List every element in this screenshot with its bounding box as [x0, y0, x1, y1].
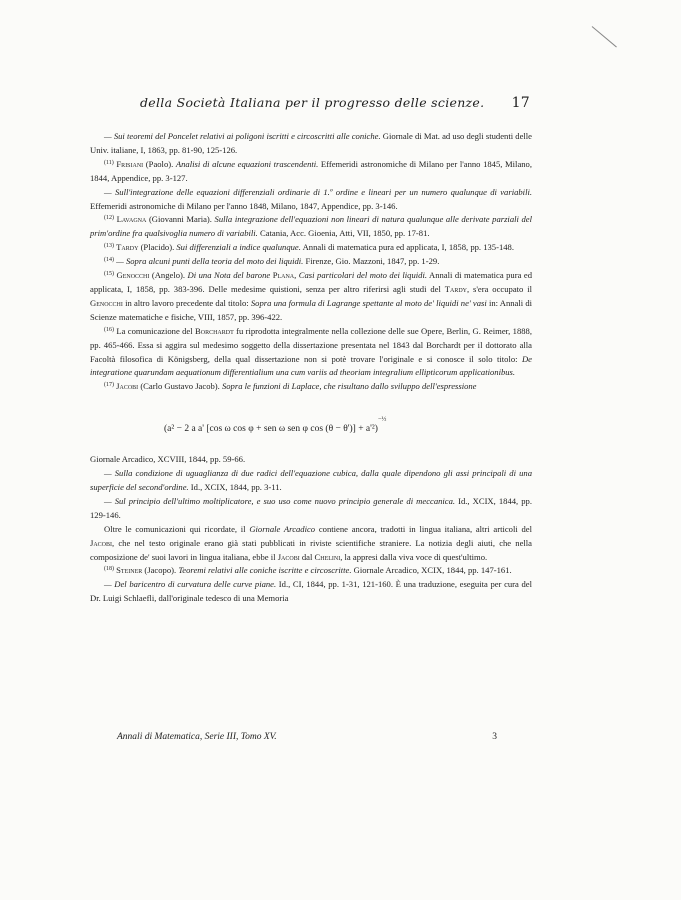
- citation-text: Oltre le comunicazioni qui ricordate, il: [104, 523, 250, 534]
- cited-name: Borchardt: [195, 325, 234, 336]
- footnote-number: (17): [104, 382, 114, 389]
- footnote-paragraph: [90, 523, 532, 565]
- work-title: , Casi particolari del moto dei liquidi.: [294, 270, 427, 281]
- citation-text: Giornale Arcadico, XCIX, 1844, pp. 147-161.: [351, 565, 512, 576]
- work-title: — Del baricentro di curvatura delle curve piane.: [104, 579, 277, 590]
- cited-name: Plana: [272, 270, 295, 281]
- footnote-paragraph: [90, 269, 532, 325]
- work-title: Sopra le funzioni di Laplace, che risultano dallo sviluppo dell'espressione: [221, 381, 477, 392]
- footnote-paragraph: [90, 380, 532, 394]
- work-title: Teoremi relativi alle coniche iscritte e circoscritte.: [178, 565, 352, 576]
- author-given-name: (Jacopo).: [142, 565, 179, 576]
- author-name: Genocchi: [116, 270, 150, 281]
- citation-text: Id., CI, 1844, pp. 1-31, 121-160. È una traduzione, eseguita per cura del Dr. Luigi Schlaefli, dall'originale tedesco di una Memoria: [90, 579, 532, 604]
- footnote-paragraph: [90, 241, 532, 255]
- journal-signature: Annali di Matematica, Serie III, Tomo XV.: [117, 732, 277, 742]
- author-name: Steiner: [116, 565, 143, 576]
- author-name: Frisiani: [116, 158, 144, 169]
- page-number: 17: [511, 95, 530, 111]
- citation-text: La comunicazione del: [114, 325, 195, 336]
- footnote-paragraph: [90, 255, 532, 269]
- work-title: Sui differenziali a indice qualunque.: [176, 242, 301, 253]
- work-title: — Sui teoremi del Poncelet relativi ai poligoni iscritti e circoscritti alle coniche.: [104, 131, 381, 141]
- citation-text: Firenze, Gio. Mazzoni, 1847, pp. 1-29.: [303, 256, 440, 267]
- scan-mark: [592, 26, 617, 47]
- cited-name: Genocchi: [90, 297, 123, 308]
- author-given-name: (Angelo).: [149, 270, 188, 281]
- sheet-number: 3: [492, 732, 497, 742]
- formula-body: (a² − 2 a a' [cos ω cos φ + sen ω sen φ cos (θ − θ')] + a'²): [164, 424, 378, 435]
- citation-text: Effemeridi astronomiche di Milano per l'anno 1845, Milano, 1844, Appendice, pp. 3-127.: [90, 158, 533, 183]
- footnote-paragraph: [90, 578, 532, 606]
- author-given-name: (Giovanni Maria).: [146, 214, 215, 225]
- work-title: — Sul principio dell'ultimo moltiplicatore, e suo uso come nuovo principio generale di meccanica.: [104, 495, 456, 506]
- footnote-number: (14): [104, 257, 114, 264]
- page-body: [90, 130, 532, 606]
- display-formula: [164, 410, 532, 439]
- work-title: Analisi di alcune equazioni trascendenti.: [175, 158, 319, 169]
- footnote-paragraph: [90, 495, 532, 523]
- cited-name: Jacobi: [277, 551, 300, 562]
- work-title: Sulla integrazione dell'equazioni non lineari di natura qualunque alle derivate parziali del prim'ordine fra qualsivoglia numero di variabili.: [90, 214, 533, 239]
- citation-text: Giornale di Mat. ad uso degli studenti delle Univ. italiane, I, 1863, pp. 81-90, 125-126.: [90, 131, 532, 155]
- footnote-number: (13): [104, 243, 114, 250]
- footnote-paragraph: [90, 467, 532, 495]
- author-given-name: (Carlo Gustavo Jacob).: [138, 381, 222, 392]
- citation-text: in altro lavoro precedente dal titolo:: [122, 297, 251, 308]
- citation-text: , s'era occupato il: [467, 283, 532, 294]
- work-title: — Sulla condizione di uguaglianza di due radici dell'equazione cubica, dalla quale dipendono gli assi principali di una superficie del second'ordine.: [90, 468, 532, 493]
- footnote-paragraph: [90, 453, 532, 467]
- citation-text: Catania, Acc. Gioenia, Atti, VII, 1850, pp. 17-81.: [257, 228, 430, 239]
- footnote-number: (11): [104, 159, 114, 166]
- footnote-paragraph: [90, 130, 532, 158]
- page-footer: [117, 732, 497, 742]
- footnote-number: (16): [104, 326, 114, 333]
- footnote-paragraph: [90, 564, 532, 578]
- page-header: [140, 95, 530, 111]
- citation-text: Effemeridi astronomiche di Milano per l'anno 1848, Milano, 1847, Appendice, pp. 3-146.: [90, 200, 398, 211]
- author-name: Tardy: [116, 242, 139, 253]
- cited-name: Jacobi: [90, 537, 113, 548]
- cited-name: Chelini: [314, 551, 341, 562]
- work-title: Sopra una formula di Lagrange spettante al moto de' liquidi ne' vasi: [250, 297, 487, 308]
- citation-text: Id., XCIX, 1844, pp. 129-146.: [90, 495, 532, 520]
- footnote-number: (12): [104, 215, 114, 222]
- work-title: De integratione quarundam aequationum differentialium una cum variis ad theoriam integralium ellipticorum applicationibus.: [90, 353, 532, 378]
- work-title: Giornale Arcadico: [249, 523, 316, 534]
- footnote-paragraph: [90, 186, 532, 214]
- footnote-paragraph: [90, 325, 532, 381]
- author-name: Lavagna: [116, 214, 147, 225]
- citation-text: , la appresi dalla viva voce di quest'ultimo.: [340, 551, 488, 562]
- running-title: della Società Italiana per il progresso delle scienze.: [140, 95, 485, 110]
- work-title: Di una Nota del barone: [187, 270, 273, 281]
- citation-text: , che nel testo originale erano già stati pubblicati in riviste scientifiche straniere. La notizia degli aiuti, che nella composizione de' suoi lavori in lingua italiana, ebbe il: [90, 537, 532, 562]
- formula-exponent: −½: [377, 416, 387, 424]
- author-given-name: (Placido).: [138, 242, 177, 253]
- footnote-paragraph: [90, 213, 532, 241]
- citation-text: contiene ancora, tradotti in lingua italiana, altri articoli del: [315, 523, 532, 534]
- work-title: — Sull'integrazione delle equazioni differenziali ordinarie di 1.º ordine e lineari per un numero qualunque di variabili.: [104, 186, 532, 197]
- work-title: — Sopra alcuni punti della teoria del moto dei liquidi.: [114, 256, 304, 267]
- citation-text: fu riprodotta integralmente nella collezione delle sue Opere, Berlin, G. Reimer, 1888, pp. 465-466. Essa si aggira sul medesimo soggetto della dissertazione presentata nel 1843 dal Borchardt per il dottorato alla Facoltà filosofica di Königsberg, della qual dissertazione non si potè trovare l'originale e si conosce il solo titolo:: [90, 325, 532, 364]
- citation-text: Giornale Arcadico, XCVIII, 1844, pp. 59-66.: [90, 454, 246, 465]
- author-given-name: (Paolo).: [143, 158, 176, 169]
- cited-name: Tardy: [444, 283, 467, 294]
- footnote-paragraph: [90, 158, 532, 186]
- citation-text: Annali di matematica pura ed applicata, I, 1858, pp. 383-396. Delle medesime quistioni, senza per altro riferirsi agli studi del: [90, 270, 533, 294]
- author-name: Jacobi: [116, 381, 139, 392]
- citation-text: Annali di matematica pura ed applicata, I, 1858, pp. 135-148.: [300, 242, 515, 253]
- footnote-number: (15): [104, 271, 114, 278]
- footnote-number: (18): [104, 566, 114, 573]
- citation-text: Id., XCIX, 1844, pp. 3-11.: [188, 482, 282, 493]
- citation-text: dal: [299, 551, 315, 562]
- citation-text: in: Annali di Scienze matematiche e fisiche, VIII, 1857, pp. 396-422.: [90, 297, 533, 322]
